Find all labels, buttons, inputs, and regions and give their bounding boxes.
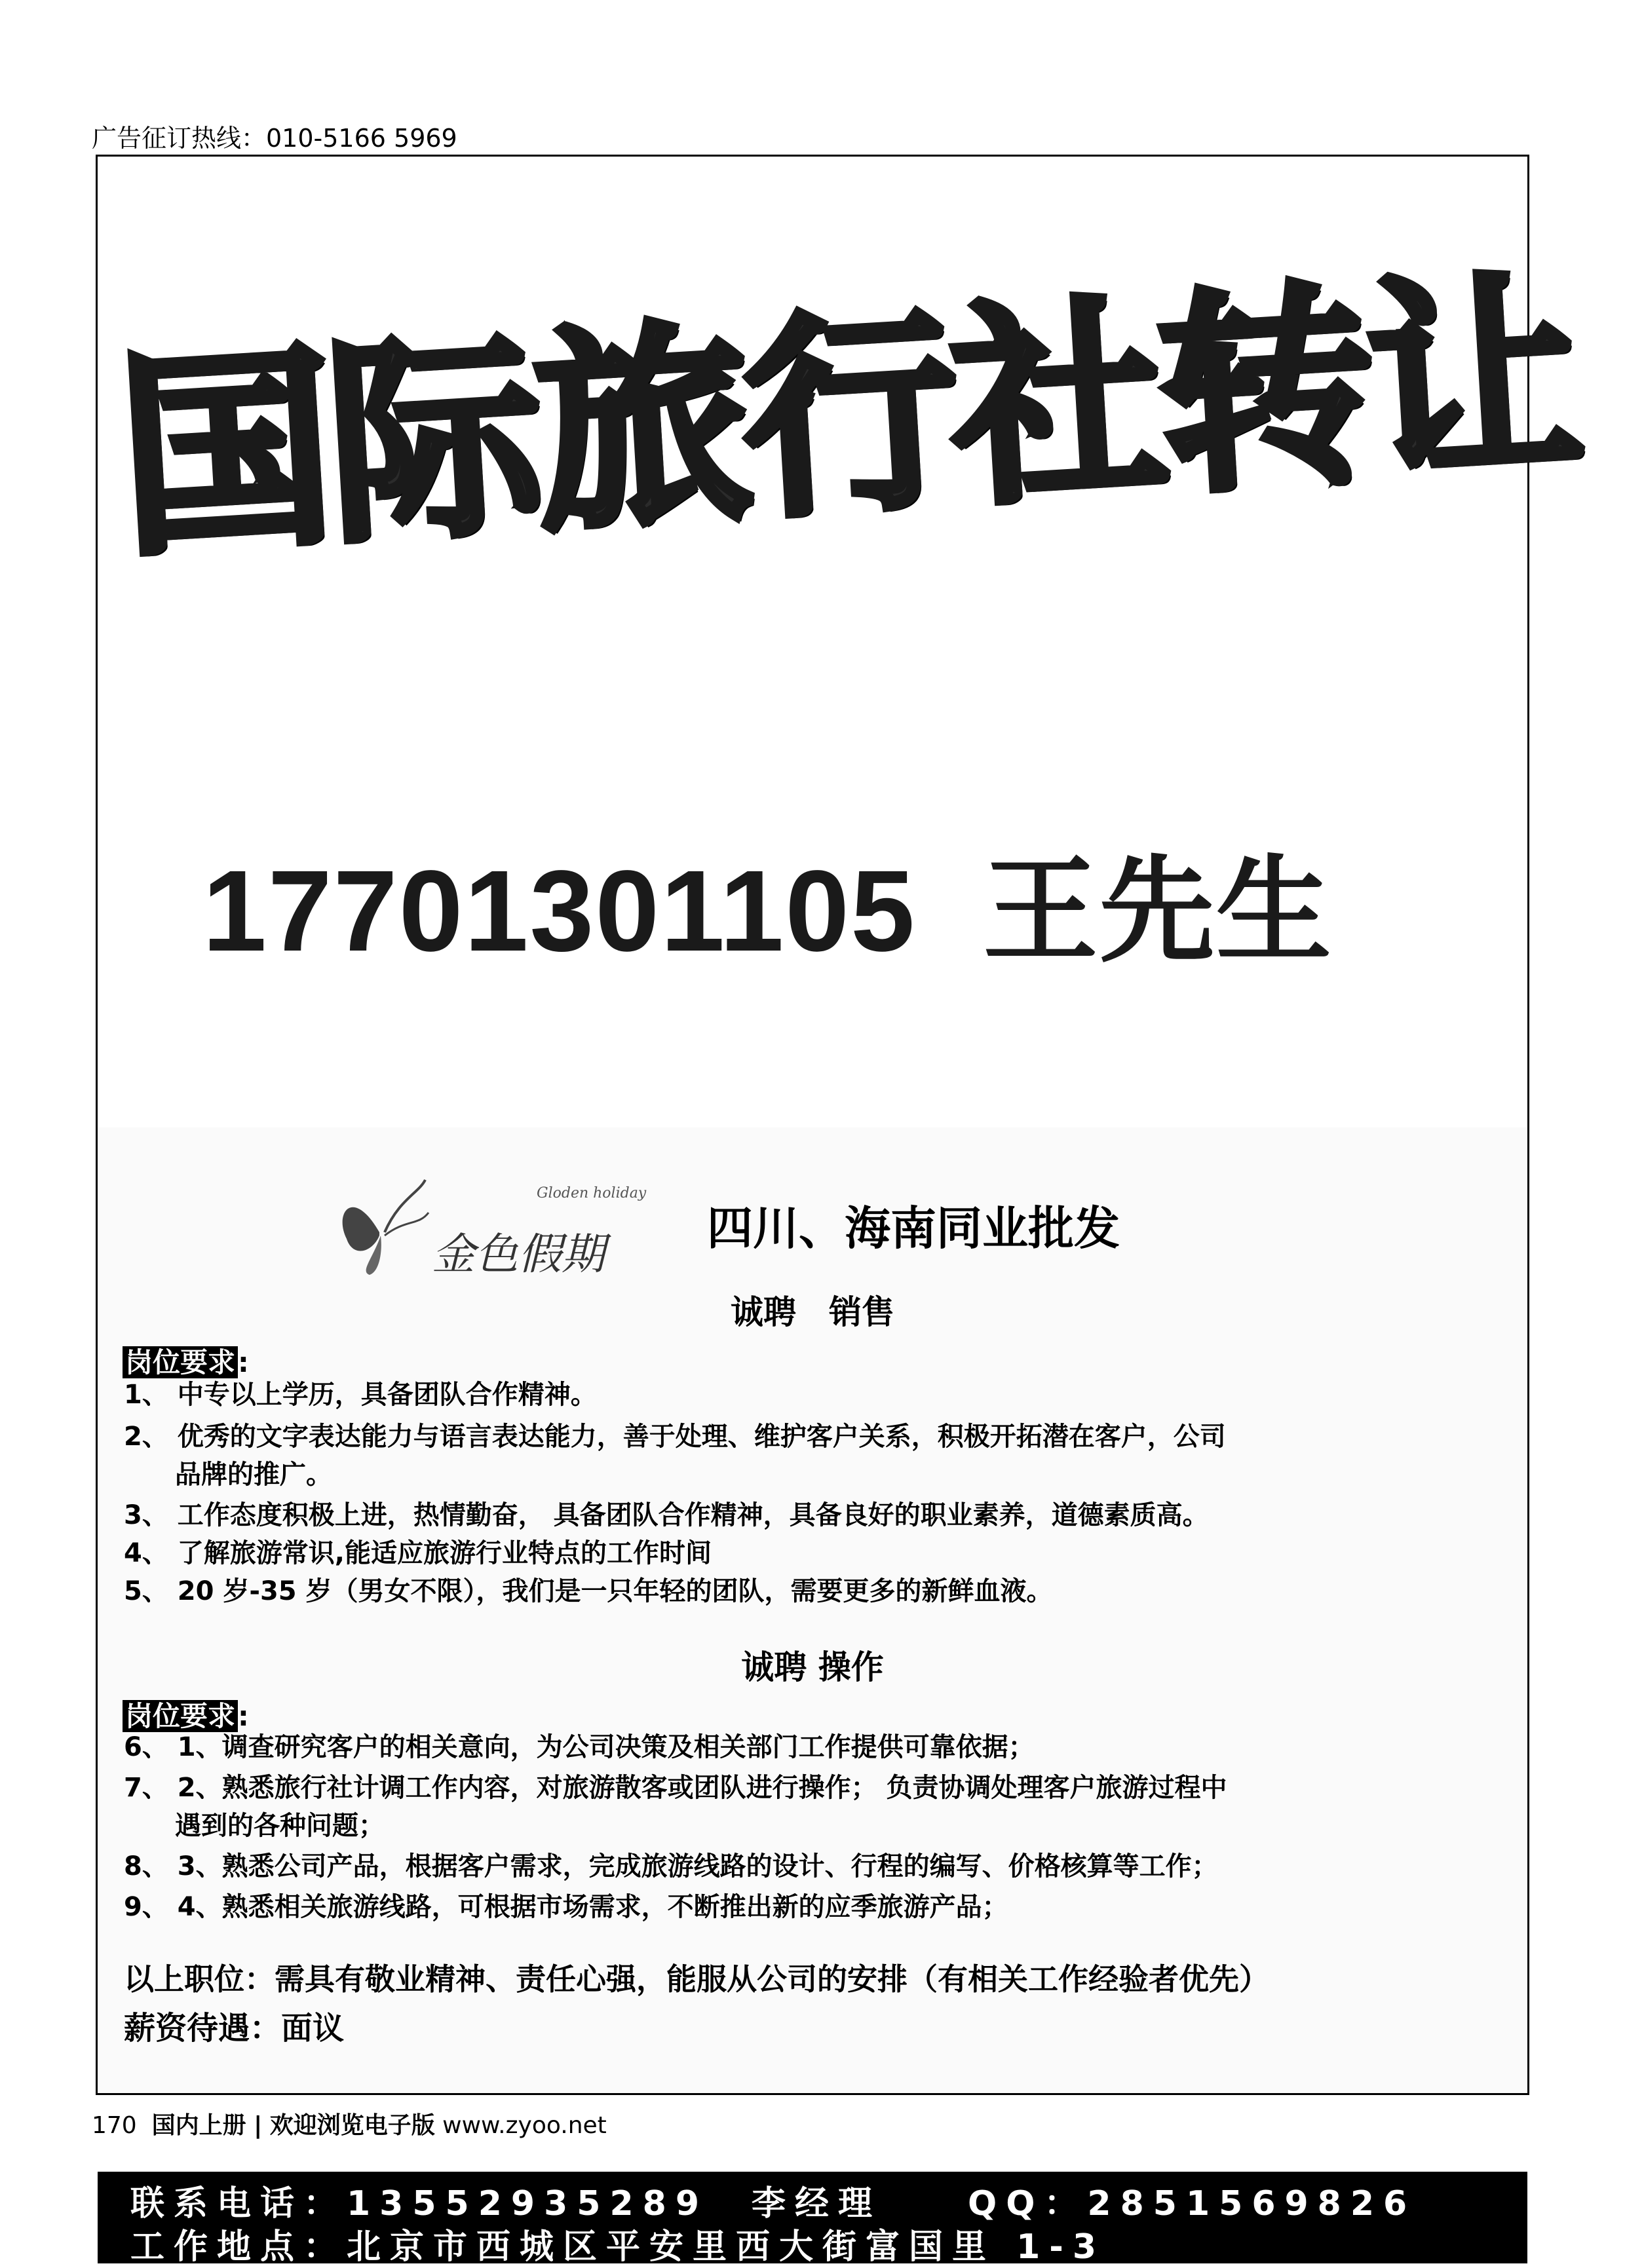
butterfly-icon — [334, 1173, 432, 1278]
footer-promo: 欢迎浏览电子版 — [269, 2112, 435, 2139]
sales-item-4: 4、 了解旅游常识,能适应旅游行业特点的工作时间 — [124, 1538, 712, 1568]
sales-item-2-cont: 品牌的推广。 — [175, 1460, 332, 1490]
footer-separator: | — [254, 2112, 263, 2139]
sales-item-5: 5、 20 岁-35 岁（男女不限），我们是一只年轻的团队，需要更多的新鲜血液。 — [124, 1576, 1053, 1606]
section-name: 国内上册 — [151, 2112, 246, 2139]
transfer-contact-name: 王先生 — [982, 847, 1333, 975]
ops-section-title: 诚聘 操作 — [741, 1648, 884, 1686]
footer-url: www.zyoo.net — [442, 2112, 607, 2139]
page-number: 170 — [92, 2112, 137, 2139]
contact-address-line: 工作地点：北京市西城区平安里西大街富国里 1-3 — [130, 2227, 1106, 2267]
salary-value: 面议 — [281, 2010, 345, 2047]
ops-requirements-label: 岗位要求: — [123, 1695, 249, 1734]
logo-text: 金色假期 — [432, 1229, 605, 1279]
ops-item-8: 8、 3、熟悉公司产品，根据客户需求，完成旅游线路的设计、行程的编写、价格核算等工作； — [124, 1851, 1218, 1881]
sales-section-title: 诚聘 销售 — [731, 1293, 894, 1331]
page-footer — [92, 2107, 607, 2140]
golden-holiday-logo — [334, 1173, 753, 1278]
position-note: 以上职位：需具有敬业精神、责任心强，能服从公司的安排（有相关工作经验者优先） — [124, 1961, 1269, 1997]
sales-item-3: 3、 工作态度积极上进，热情勤奋， 具备团队合作精神，具备良好的职业素养，道德素质高。 — [124, 1500, 1209, 1530]
salary-line — [124, 2003, 344, 2048]
ops-item-6: 6、 1、调查研究客户的相关意向，为公司决策及相关部门工作提供可靠依据； — [124, 1732, 1035, 1762]
sales-item-1: 1、 中专以上学历，具备团队合作精神。 — [124, 1380, 597, 1410]
contact-bar — [98, 2172, 1527, 2267]
headline-travel-agency-transfer: 国际旅行社转让 — [112, 249, 1584, 584]
ops-item-7-cont: 遇到的各种问题； — [175, 1811, 385, 1841]
sales-requirements-label: 岗位要求: — [123, 1341, 249, 1380]
ops-item-7: 7、 2、熟悉旅行社计调工作内容，对旅游散客或团队进行操作； 负责协调处理客户旅游过程中 — [124, 1773, 1227, 1803]
transfer-phone: 17701301105 — [202, 847, 916, 975]
ops-item-9: 9、 4、熟悉相关旅游线路，可根据市场需求，不断推出新的应季旅游产品； — [124, 1892, 1008, 1922]
sales-item-2: 2、 优秀的文字表达能力与语言表达能力，善于处理、维护客户关系，积极开拓潜在客户，公司 — [124, 1422, 1226, 1452]
contact-phone-line: 联系电话：13552935289 李经理 QQ：2851569826 — [130, 2184, 1417, 2223]
transfer-contact — [202, 818, 1333, 984]
wholesale-slogan: 四川、海南同业批发 — [707, 1201, 1120, 1255]
ad-hotline: 广告征订热线：010-5166 5969 — [92, 124, 457, 153]
salary-label: 薪资待遇： — [124, 2010, 282, 2047]
logo-subtext: Gloden holiday — [537, 1185, 647, 1201]
